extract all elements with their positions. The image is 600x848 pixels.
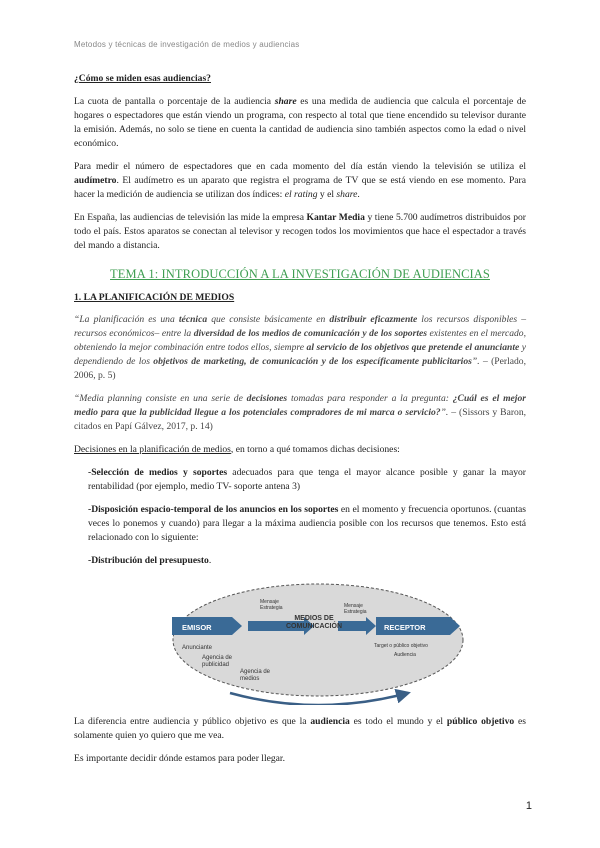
page-number: 1 <box>525 800 532 812</box>
quote-sissors: “Media planning consiste en una serie de decisiones tomadas para responder a la pregunta: ¿Cuál es el mejor medio para que la publicidad llegue a los potenciales compradores de mi marca o servicio?”. – (Sissors y Baron, citados en Papí Gálvez, 2017, p. 14) <box>74 393 527 432</box>
list-item: -Distribución del presupuesto. <box>88 555 212 566</box>
audiencia-label: Audiencia <box>394 652 416 658</box>
medios-label: MEDIOS DE COMUNICACIÓN <box>286 615 342 630</box>
mensaje-label-2: Mensaje Estrategia <box>344 603 367 615</box>
section-title: 1. LA PLANIFICACIÓN DE MEDIOS <box>74 292 235 303</box>
quote-perlado: “La planificación es una técnica que consiste básicamente en distribuir eficazmente los recursos disponibles –recursos económicos– entre la diversidad de los medios de comunicación y de los soportes existentes en el mercado, obteniendo la mejor combinación entre todos ellos, siempre al servicio de los objetivos que pretende el anunciante y dependiendo de los objetivos de marketing, de comunicación y de los específicamente publicitarios”. – (Perlado, 2006, p. 5) <box>74 314 526 381</box>
tema-title: TEMA 1: INTRODUCCIÓN A LA INVESTIGACIÓN DE AUDIENCIAS <box>110 267 490 281</box>
paragraph-audimetro: Para medir el número de espectadores que en cada momento del día están viendo la televisión se utiliza el audímetro. El audímetro es un aparato que registra el programa de TV que se está viendo en ese momento. Para hacer la medición de audiencia se utilizan dos índices: el rating y el share. <box>74 161 526 200</box>
mensaje-label-1: Mensaje Estrategia <box>260 599 283 611</box>
communication-diagram <box>168 577 468 705</box>
anunciante-label: Anunciante <box>182 645 213 651</box>
section-question <box>74 72 526 86</box>
agencia-publicidad-label: Agencia de publicidad <box>202 655 233 668</box>
running-header: Metodos y técnicas de investigación de medios y audiencias <box>74 40 300 49</box>
paragraph-audiencia-publico: La diferencia entre audiencia y público objetivo es que la audiencia es todo el mundo y el público objetivo es solamente quien yo quiero que me vea. <box>74 716 526 741</box>
decisions-link: Decisiones en la planificación de medios <box>74 444 231 455</box>
list-item: -Disposición espacio-temporal de los anuncios en los soportes en el momento y frecuencia oportunos. (cuantas veces lo ponemos y cuando) para llegar a la máxima audiencia posible con los recursos que tenemos. Esto está relacionado con lo siguiente: <box>88 504 527 543</box>
page-content <box>74 72 526 775</box>
target-label: Target o público objetivo <box>374 643 428 649</box>
list-item: -Selección de medios y soportes adecuados para que tenga el mayor alcance posible y ganar la mayor rentabilidad (por ejemplo, medio TV- soporte antena 3) <box>88 467 526 492</box>
agencia-medios-label: Agencia de medios <box>240 669 271 682</box>
question-heading: ¿Cómo se miden esas audiencias? <box>74 73 211 84</box>
paragraph-share: La cuota de pantalla o porcentaje de la audiencia share es una medida de audiencia que calcula el porcentaje de hogares o espectadores que están viendo un programa, con respecto al total que tiene encendido su televisor durante la emisión. Además, no solo se tiene en cuenta la cantidad de audiencia sino también aspectos como la edad o nivel económico. <box>74 96 526 149</box>
paragraph-kantar: En España, las audiencias de televisión las mide la empresa Kantar Media y tiene 5.700 audímetros distribuidos por todo el país. Estos aparatos se conectan al televisor y recogen todos los movimientos que hace el espectador a través del mando a distancia. <box>74 212 526 251</box>
decisions-intro: Decisiones en la planificación de medios, en torno a qué tomamos dichas decisiones: <box>74 444 400 455</box>
receptor-label: RECEPTOR <box>384 623 426 632</box>
emisor-label: EMISOR <box>182 623 212 632</box>
paragraph-closing: Es importante decidir dónde estamos para poder llegar. <box>74 753 285 764</box>
